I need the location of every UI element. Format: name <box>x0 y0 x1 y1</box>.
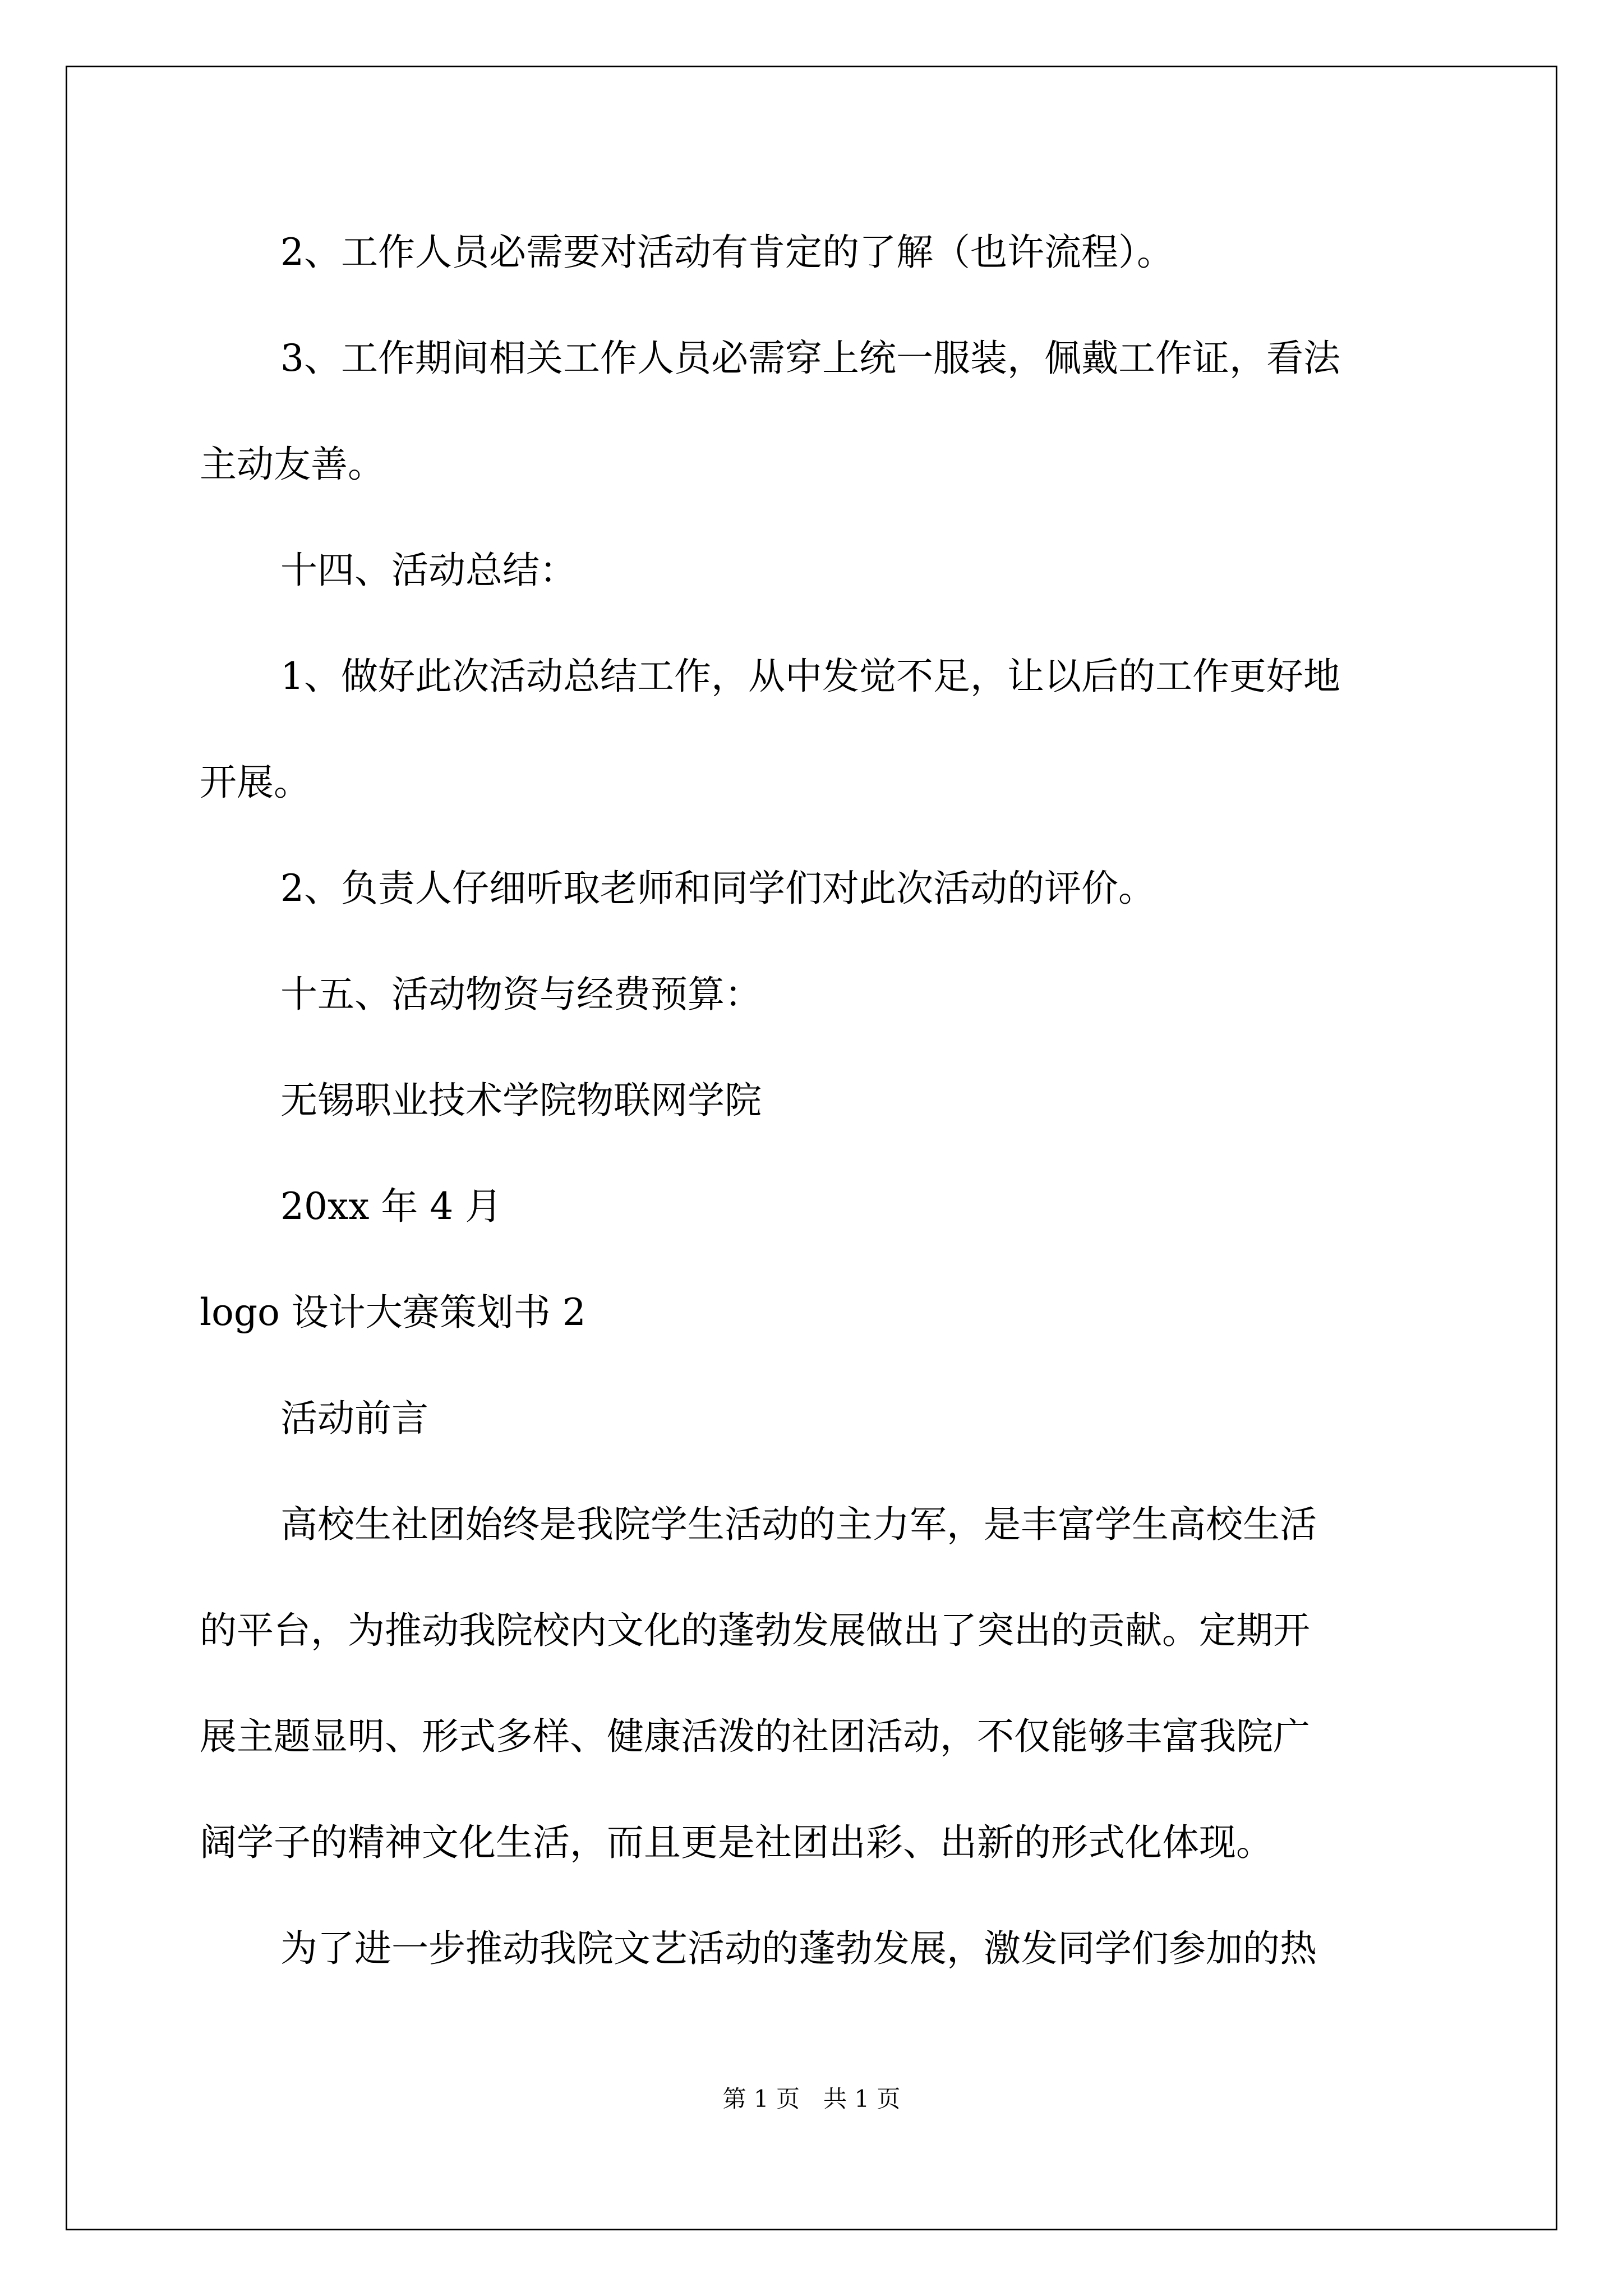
section-heading-15: 十五、活动物资与经费预算： <box>280 973 762 1016</box>
body-line-3: 主动友善。 <box>200 443 385 486</box>
document-date: 20xx 年 4 月 <box>280 1185 502 1228</box>
organization-name: 无锡职业技术学院物联网学院 <box>280 1079 762 1122</box>
body-line-1: 2、工作人员必需要对活动有肯定的了解（也许流程）。 <box>280 231 1174 274</box>
body-line-14: 的平台，为推动我院校内文化的蓬勃发展做出了突出的贡献。定期开 <box>200 1609 1310 1652</box>
page-number-footer: 第 1 页 共 1 页 <box>722 2085 901 2113</box>
document-title: logo 设计大赛策划书 2 <box>200 1291 586 1334</box>
section-heading-14: 十四、活动总结： <box>280 549 577 592</box>
subsection-heading: 活动前言 <box>280 1397 428 1440</box>
body-line-15: 展主题显明、形式多样、健康活泼的社团活动，不仅能够丰富我院广 <box>200 1715 1310 1758</box>
body-line-7: 2、负责人仔细听取老师和同学们对此次活动的评价。 <box>280 867 1155 910</box>
page-border <box>66 66 1557 2230</box>
body-line-2: 3、工作期间相关工作人员必需穿上统一服装，佩戴工作证，看法 <box>280 337 1340 380</box>
body-line-6: 开展。 <box>200 761 311 804</box>
body-line-13: 高校生社团始终是我院学生活动的主力军，是丰富学生高校生活 <box>280 1503 1317 1546</box>
body-line-16: 阔学子的精神文化生活，而且更是社团出彩、出新的形式化体现。 <box>200 1821 1273 1864</box>
body-line-17: 为了进一步推动我院文艺活动的蓬勃发展，激发同学们参加的热 <box>280 1927 1317 1970</box>
body-line-5: 1、做好此次活动总结工作，从中发觉不足，让以后的工作更好地 <box>280 655 1340 698</box>
